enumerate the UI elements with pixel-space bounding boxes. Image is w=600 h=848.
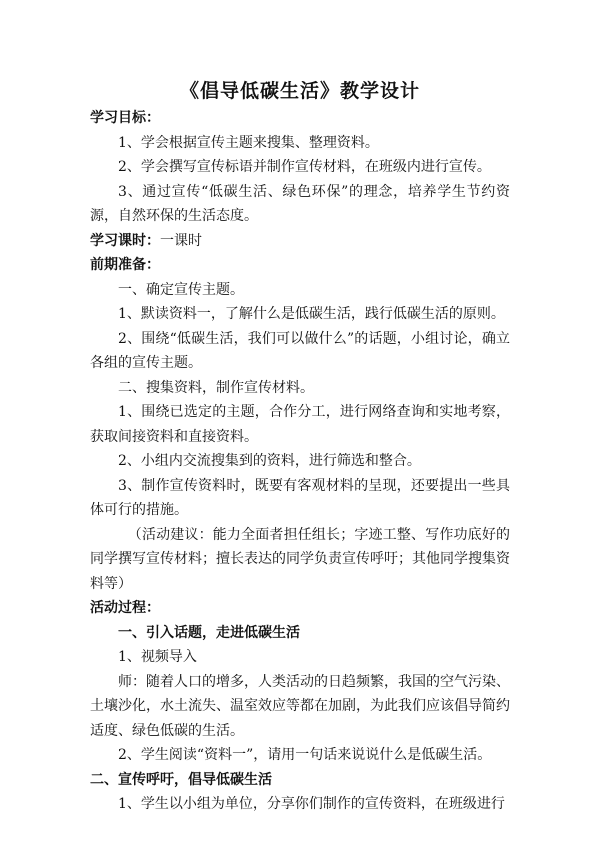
goal-item-3: 3、通过宣传“低碳生活、绿色环保”的理念，培养学生节约资源，自然环保的生活态度。 xyxy=(90,183,510,224)
goal-item-2: 2、学会撰写宣传标语并制作宣传材料，在班级内进行宣传。 xyxy=(118,159,491,175)
prep-paragraph: 二、搜集资料，制作宣传材料。 xyxy=(118,379,314,396)
prep-paragraph: 1、围绕已选定的主题，合作分工，进行网络查询和实地考察，获取间接资料和直接资料。 xyxy=(90,404,510,445)
prep-paragraph: 1、默读资料一，了解什么是低碳生活，践行低碳生活的原则。 xyxy=(118,306,505,322)
activity-suggestion: （活动建议：能力全面者担任组长；字迹工整、写作功底好的同学撰写宣传材料；擅长表达的同学负责宣传呼吁；其他同学搜集资料等） xyxy=(90,526,510,592)
section-1-item: 2、学生阅读“资料一”，请用一句话来说说什么是低碳生活。 xyxy=(118,747,492,763)
goal-item-1: 1、学会根据宣传主题来搜集、整理资料。 xyxy=(118,134,379,151)
section-1-item: 1、视频导入 xyxy=(118,649,197,665)
section-1-title: 一、引入话题，走进低碳生活 xyxy=(118,624,300,641)
lesson-time-heading: 学习课时： xyxy=(90,232,160,249)
lesson-time-value: 一课时 xyxy=(160,232,202,249)
process-heading: 活动过程： xyxy=(90,600,160,616)
prep-paragraph: 3、制作宣传资料时，既要有客观材料的呈现，还要提出一些具体可行的措施。 xyxy=(90,477,510,518)
section-2-item: 1、学生以小组为单位，分享你们制作的宣传资料，在班级进行 xyxy=(118,796,505,812)
section-2-title: 二、宣传呼吁，倡导低碳生活 xyxy=(90,771,272,788)
prep-paragraph: 2、围绕“低碳生活，我们可以做什么”的话题，小组讨论，确立各组的宣传主题。 xyxy=(90,330,510,371)
prep-paragraph: 一、确定宣传主题。 xyxy=(118,281,244,298)
prep-paragraph: 2、小组内交流搜集到的资料，进行筛选和整合。 xyxy=(118,453,421,469)
lesson-time-line xyxy=(90,229,510,254)
document-body xyxy=(90,106,510,817)
section-1-item: 师：随着人口的增多，人类活动的日趋频繁，我国的空气污染、土壤沙化，水土流失、温室效应等都在加剧，为此我们应该倡导简约适度、绿色低碳的生活。 xyxy=(90,673,510,739)
document-title: 《倡导低碳生活》教学设计 xyxy=(179,80,420,102)
goals-heading: 学习目标： xyxy=(90,110,160,126)
preparation-heading: 前期准备： xyxy=(90,257,160,273)
